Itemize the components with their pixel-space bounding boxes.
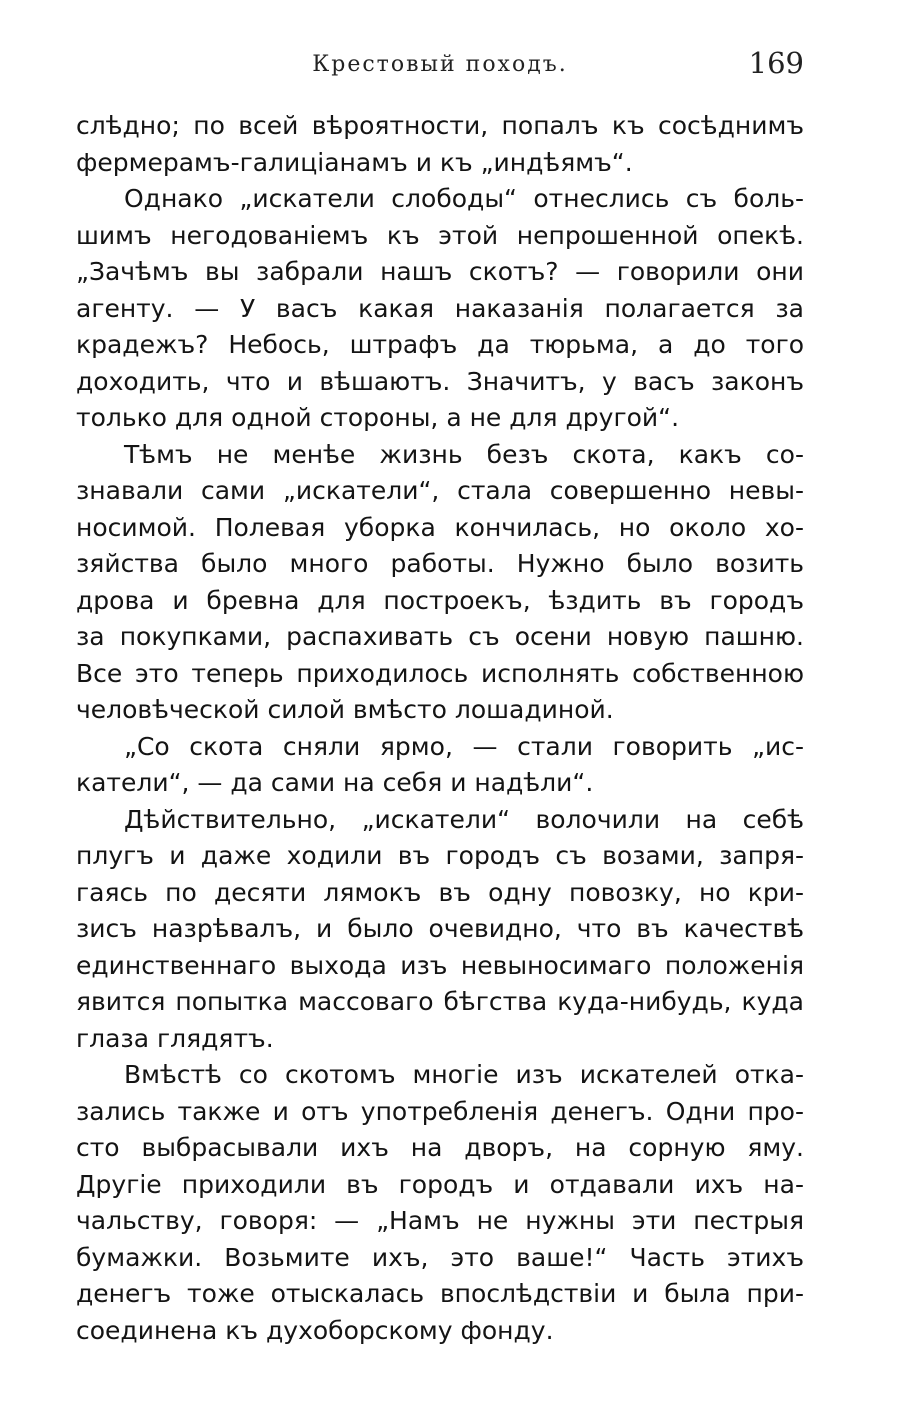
paragraph-4 xyxy=(76,729,804,802)
text-line: бумажки. Возьмите ихъ, это ваше!“ Часть этихъ xyxy=(76,1242,804,1272)
text-line: Все это теперь приходилось исполнять собственною xyxy=(76,658,804,688)
text-line: Тѣмъ не менѣе жизнь безъ скота, какъ со- xyxy=(124,439,804,469)
paragraph-1 xyxy=(76,108,804,181)
text-line: Вмѣстѣ со скотомъ многіе изъ искателей отка- xyxy=(124,1060,804,1089)
page-number: 169 xyxy=(748,46,804,80)
text-line: дрова и бревна для построекъ, ѣздить въ городъ xyxy=(76,585,804,615)
text-line: Дѣйствительно, „искатели“ волочили на себѣ xyxy=(124,804,804,834)
text-line: гаясь по десяти лямокъ въ одну повозку, но кри- xyxy=(76,877,804,907)
text-line: плугъ и даже ходили въ городъ съ возами, запря- xyxy=(76,841,804,870)
text-line: носимой. Полевая уборка кончилась, но около хо- xyxy=(76,512,804,542)
text-line: единственнаго выхода изъ невыносимаго положенія xyxy=(76,950,804,980)
paragraph-2 xyxy=(76,181,804,437)
text-line: слѣдно; по всей вѣроятности, попалъ къ сосѣднимъ xyxy=(76,111,804,140)
text-line: зяйства было много работы. Нужно было возить xyxy=(76,549,804,578)
text-line: денегъ тоже отыскалась впослѣдствіи и была при- xyxy=(76,1279,804,1308)
text-line: „Со скота сняли ярмо, — стали говорить „ис- xyxy=(124,731,804,761)
text-line: доходить, что и вѣшаютъ. Значитъ, у васъ законъ xyxy=(76,366,804,396)
text-line: крадежъ? Небось, штрафъ да тюрьма, а до того xyxy=(76,330,804,359)
text-line: знавали сами „искатели“, стала совершенно невы- xyxy=(76,476,804,505)
text-line: за покупками, распахивать съ осени новую пашню. xyxy=(76,622,804,651)
text-line: сто выбрасывали ихъ на дворъ, на сорную яму. xyxy=(76,1133,804,1162)
text-line: агенту. — У васъ какая наказанія полагается за xyxy=(76,293,804,323)
text-line: явится попытка массоваго бѣгства куда-нибудь, куда xyxy=(76,987,804,1016)
text-line: Другіе приходили въ городъ и отдавали ихъ на- xyxy=(76,1169,804,1199)
text-line: зисъ назрѣвалъ, и было очевидно, что въ качествѣ xyxy=(76,914,804,943)
text-line: катели“, — да сами на себя и надѣли“. xyxy=(76,768,594,797)
text-line: глаза глядятъ. xyxy=(76,1023,274,1053)
text-line: только для одной стороны, а не для другой“. xyxy=(76,403,680,432)
body-text xyxy=(76,108,804,1349)
paragraph-6 xyxy=(76,1057,804,1349)
text-line: фермерамъ-галиціанамъ и къ „индѣямъ“. xyxy=(76,147,633,177)
text-line: человѣческой силой вмѣсто лошадиной. xyxy=(76,695,614,724)
running-title: Крестовый походъ. xyxy=(312,52,568,77)
text-line: зались также и отъ употребленія денегъ. Одни про- xyxy=(76,1096,804,1126)
text-line: соединена къ духоборскому фонду. xyxy=(76,1315,554,1345)
text-line: Однако „искатели слободы“ отнеслись съ боль- xyxy=(124,184,804,213)
paragraph-3 xyxy=(76,437,804,729)
text-line: чальству, говоря: — „Намъ не нужны эти пестрыя xyxy=(76,1206,804,1235)
text-line: шимъ негодованіемъ къ этой непрошенной опекѣ. xyxy=(76,220,804,250)
text-line: „Зачѣмъ вы забрали нашъ скотъ? — говорили они xyxy=(76,257,804,286)
running-head xyxy=(76,46,804,86)
paragraph-5 xyxy=(76,802,804,1058)
